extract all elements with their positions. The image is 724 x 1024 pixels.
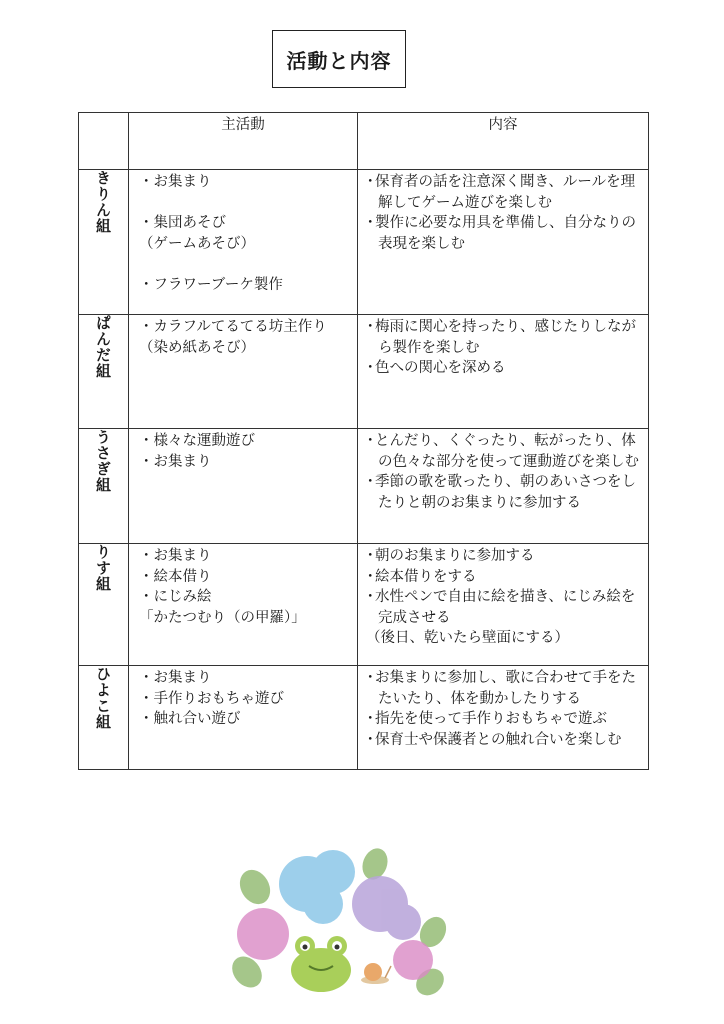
main-activity-cell: [129, 666, 358, 770]
table-row: [79, 170, 649, 315]
leaf-icon: [234, 864, 276, 909]
content-cell: [358, 170, 649, 315]
activity-item: ・カラフルてるてる坊主作り: [139, 319, 327, 335]
content-item: ・ 朝のお集まりに参加する: [366, 546, 644, 567]
activity-item: ・にじみ絵: [139, 589, 212, 606]
table-row: [79, 315, 649, 429]
table-header-row: [79, 113, 649, 170]
content-cell: [358, 429, 649, 544]
table-row: [79, 544, 649, 666]
content-item: ・ 保育士や保護者との触れ合いを楽しむ: [366, 730, 644, 751]
content-cell: [358, 666, 649, 770]
header-content: 内容: [358, 113, 649, 170]
content-item: ・ 色への関心を深める: [366, 358, 644, 379]
group-name: ひよこ組: [94, 666, 112, 730]
content-item: ・ 絵本借りをする: [366, 567, 644, 588]
header-main-activity: 主活動: [129, 113, 358, 170]
frog-icon: [291, 936, 351, 992]
activity-item: 「かたつむり（の甲羅）」: [139, 609, 306, 626]
blue-hydrangea-icon: [279, 850, 355, 924]
activity-item: ・フラワーブーケ製作: [139, 276, 283, 293]
content-item: ・ 指先を使って手作りおもちゃで遊ぶ: [366, 709, 644, 730]
content-item: ・ 水性ペンで自由に絵を描き、にじみ絵を完成させる: [366, 587, 644, 628]
activity-item: ・お集まり: [139, 548, 212, 564]
activity-item: ・様々な運動遊び: [139, 433, 255, 449]
content-item: ・ お集まりに参加し、歌に合わせて手をたたいたり、体を動かしたりする: [366, 668, 644, 709]
content-item: （後日、乾いたら壁面にする）: [366, 630, 569, 647]
activity-item: ・手作りおもちゃ遊び: [139, 690, 284, 707]
main-activity-cell: [129, 429, 358, 544]
content-item: ・ 保育者の話を注意深く聞き、ルールを理解してゲーム遊びを楽しむ: [366, 172, 644, 213]
table-row: [79, 429, 649, 544]
table-row: [79, 666, 649, 770]
main-activity-cell: [129, 544, 358, 666]
content-item: ・ 梅雨に関心を持ったり、感じたりしながら製作を楽しむ: [366, 317, 644, 358]
page-title: 活動と内容: [272, 30, 406, 88]
purple-hydrangea-icon: [352, 876, 421, 940]
content-item: ・ 製作に必要な用具を準備し、自分なりの表現を楽しむ: [366, 213, 644, 254]
activity-item: ・触れ合い遊び: [139, 711, 241, 728]
main-activity-cell: [129, 170, 358, 315]
group-name: うさぎ組: [94, 429, 112, 493]
group-name: ぱんだ組: [94, 315, 112, 379]
activity-table: [78, 112, 649, 770]
group-name-cell: [79, 315, 129, 429]
content-cell: [358, 544, 649, 666]
activity-item: ・お集まり: [139, 453, 212, 470]
group-name: りす組: [94, 544, 112, 592]
group-name-cell: [79, 666, 129, 770]
group-name-cell: [79, 544, 129, 666]
main-activity-cell: [129, 315, 358, 429]
snail-icon: [361, 963, 391, 984]
content-item: ・ 季節の歌を歌ったり、朝のあいさつをしたりと朝のお集まりに参加する: [366, 472, 644, 513]
activity-item: ・お集まり: [139, 174, 212, 190]
header-blank: [79, 113, 129, 170]
group-name-cell: [79, 170, 129, 315]
content-item: ・ とんだり、くぐったり、転がったり、体の色々な部分を使って運動遊びを楽しむ: [366, 431, 644, 472]
activity-item: ・絵本借り: [139, 568, 212, 585]
activity-item: ・お集まり: [139, 670, 212, 686]
hydrangea-frog-illustration: [225, 842, 455, 1002]
activity-item: （ゲームあそび）: [139, 235, 255, 252]
content-cell: [358, 315, 649, 429]
group-name: きりん組: [94, 170, 112, 234]
activity-item: ・集団あそび: [139, 215, 226, 232]
group-name-cell: [79, 429, 129, 544]
activity-item: （染め紙あそび）: [139, 339, 255, 356]
